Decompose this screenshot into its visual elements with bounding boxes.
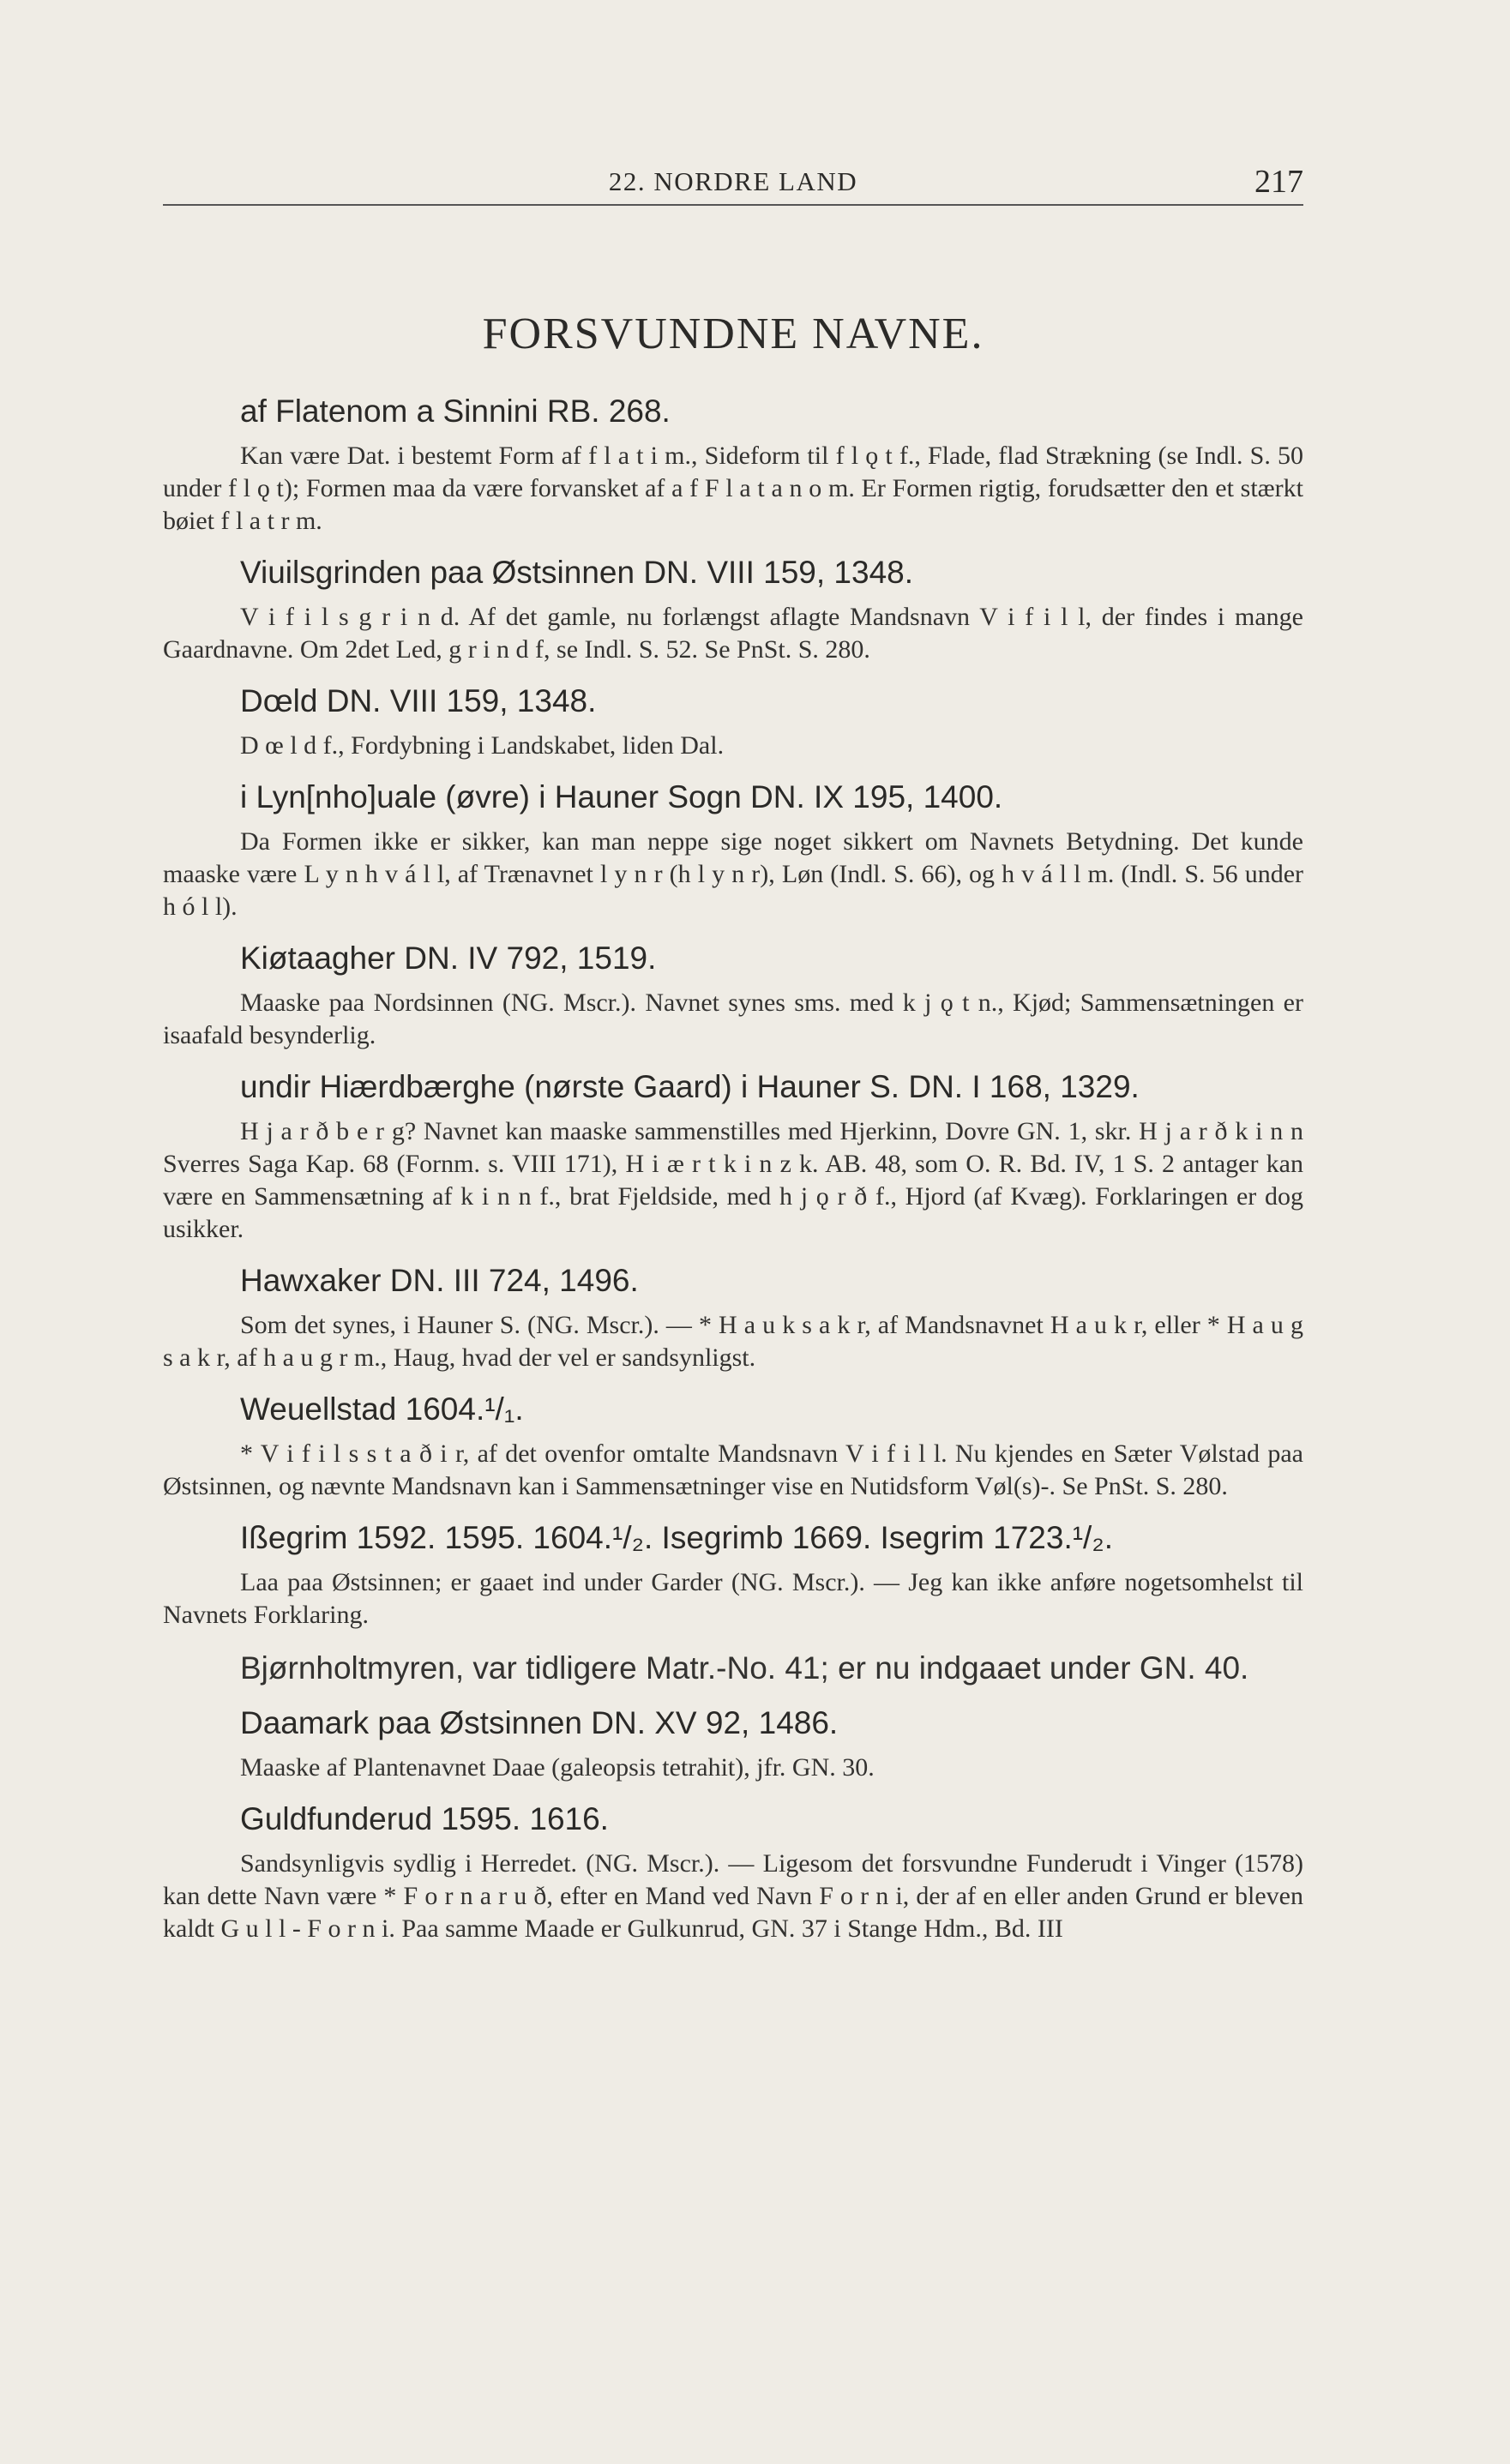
entry-heading: undir Hiærdbærghe (nørste Gaard) i Hauner S. DN. I 168, 1329. (240, 1069, 1140, 1104)
page-number: 217 (1254, 164, 1303, 200)
entry-text: Laa paa Østsinnen; er gaaet ind under Garder (NG. Mscr.). — Jeg kan ikke anføre nogetsomhelst til Navnets Forklaring. (163, 1568, 1303, 1629)
entry-heading: af Flatenom a Sinnini RB. 268. (240, 394, 671, 429)
entry-heading: Bjørnholtmyren, var tidligere Matr.-No. 41; er nu indgaaet under GN. 40. (240, 1650, 1249, 1686)
section-title: FORSVUNDNE NAVNE. (482, 310, 984, 358)
entry-doeld (163, 683, 1303, 762)
entry-heading: Daamark paa Østsinnen DN. XV 92, 1486. (240, 1705, 839, 1740)
entry-heading: Kiøtaagher DN. IV 792, 1519. (240, 941, 657, 976)
entry-heading: Guldfunderud 1595. 1616. (240, 1801, 609, 1836)
entry-hiaerdbaerghe (163, 1069, 1303, 1246)
entry-heading: Weuellstad 1604.¹/₁. (240, 1391, 524, 1427)
entry-text: Maaske paa Nordsinnen (NG. Mscr.). Navnet synes sms. med k j ǫ t n., Kjød; Sammensætningen er isaafald besynderlig. (163, 989, 1303, 1049)
entry-heading: Viuilsgrinden paa Østsinnen DN. VIII 159, 1348. (240, 555, 914, 590)
page-content (163, 309, 1303, 1962)
entry-heading: Dœld DN. VIII 159, 1348. (240, 683, 597, 718)
entry-issegrim (163, 1520, 1303, 1632)
entry-daamark (163, 1705, 1303, 1784)
entry-kiotaagher (163, 941, 1303, 1052)
entry-bjornholtmyren (163, 1649, 1303, 1688)
entry-viuilsgrinden (163, 555, 1303, 666)
entry-lynnhouale (163, 779, 1303, 923)
running-head-title: 22. NORDRE LAND (608, 166, 858, 196)
entry-text: * V i f i l s s t a ð i r, af det ovenfor omtalte Mandsnavn V i f i l l. Nu kjendes en Sæter Vølstad paa Østsinnen, og nævnte Mandsnavn kan i Sammensætninger vise en Nutidsform Vøl(s)-. Se PnSt. S. 280. (163, 1439, 1303, 1500)
entry-text: Kan være Dat. i bestemt Form af f l a t i m., Sideform til f l ǫ t f., Flade, flad Strækning (se Indl. S. 50 under f l ǫ t); Formen maa da være forvansket af a f F l a t a n o m. Er Formen rigtig, forudsætter den et stærkt bøiet f l a t r m. (163, 442, 1303, 535)
entry-text: Sandsynligvis sydlig i Herredet. (NG. Mscr.). — Ligesom det forsvundne Funderudt i Vinger (1578) kan dette Navn være * F o r n a r u ð, efter en Mand ved Navn F o r n i, der af en eller anden Grund er bleven kaldt G u l l - F o r n i. Paa samme Maade er Gulkunrud, GN. 37 i Stange Hdm., Bd. III (163, 1849, 1303, 1943)
entry-text: Maaske af Plantenavnet Daae (galeopsis tetrahit), jfr. GN. 30. (240, 1753, 875, 1782)
entry-weuellstad (163, 1391, 1303, 1503)
entry-flatenom (163, 394, 1303, 538)
entry-text: D œ l d f., Fordybning i Landskabet, liden Dal. (240, 731, 725, 760)
entry-heading: i Lyn[nho]uale (øvre) i Hauner Sogn DN. IX 195, 1400. (240, 779, 1003, 814)
entry-text: V i f i l s g r i n d. Af det gamle, nu forlængst aflagte Mandsnavn V i f i l l, der findes i mange Gaardnavne. Om 2det Led, g r i n d f, se Indl. S. 52. Se PnSt. S. 280. (163, 603, 1303, 664)
entry-hawxaker (163, 1263, 1303, 1374)
entry-heading: Ißegrim 1592. 1595. 1604.¹/₂. Isegrimb 1669. Isegrim 1723.¹/₂. (240, 1520, 1113, 1555)
entry-text: Da Formen ikke er sikker, kan man neppe sige noget sikkert om Navnets Betydning. Det kunde maaske være L y n h v á l l, af Trænavnet l y n r (h l y n r), Løn (Indl. S. 66), og h v á l l m. (Indl. S. 56 under h ó l l). (163, 827, 1303, 921)
entry-guldfunderud (163, 1801, 1303, 1945)
running-head (163, 161, 1303, 206)
entry-text: Som det synes, i Hauner S. (NG. Mscr.). — * H a u k s a k r, af Mandsnavnet H a u k r, eller * H a u g s a k r, af h a u g r m., Haug, hvad der vel er sandsynligst. (163, 1311, 1303, 1372)
entry-text: H j a r ð b e r g? Navnet kan maaske sammenstilles med Hjerkinn, Dovre GN. 1, skr. H j a r ð k i n n Sverres Saga Kap. 68 (Fornm. s. VIII 171), H i æ r t k i n z k. AB. 48, som O. R. Bd. IV, 1 S. 2 antager kan være en Sammensætning af k i n n f., brat Fjeldside, med h j ǫ r ð f., Hjord (af Kvæg). Forklaringen er dog usikker. (163, 1117, 1303, 1243)
entry-heading: Hawxaker DN. III 724, 1496. (240, 1263, 639, 1298)
header-rule (163, 204, 1303, 206)
